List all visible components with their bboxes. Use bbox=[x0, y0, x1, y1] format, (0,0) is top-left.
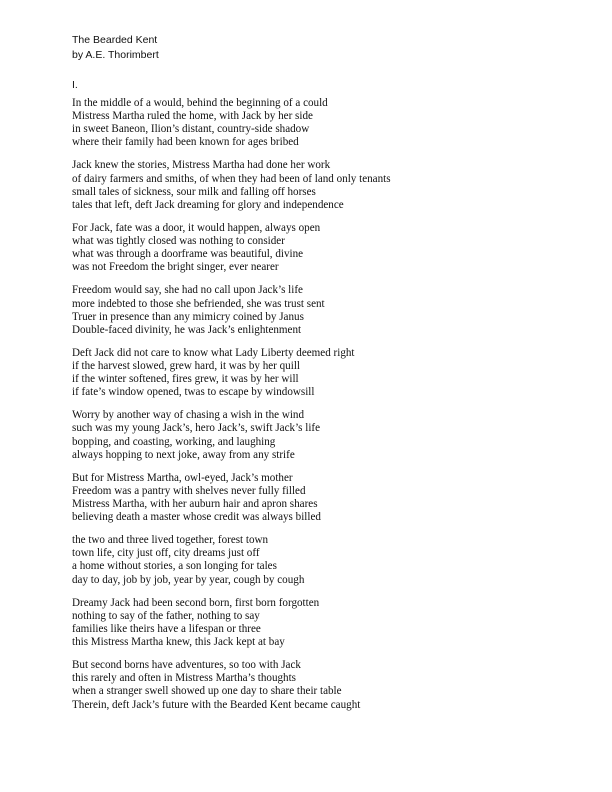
poem-line: small tales of sickness, sour milk and falling off horses bbox=[72, 185, 316, 198]
poem-line: Worry by another way of chasing a wish in the wind bbox=[72, 409, 305, 422]
poem-line: Freedom was a pantry with shelves never fully filled bbox=[72, 484, 306, 497]
poem-line: bopping, and coasting, working, and laughing bbox=[72, 435, 276, 448]
poem-line: always hopping to next joke, away from any strife bbox=[72, 448, 295, 461]
stanza-4 bbox=[72, 284, 552, 336]
document-header bbox=[72, 33, 159, 63]
poem-line: more indebted to those she befriended, she was trust sent bbox=[72, 297, 325, 310]
stanza-9 bbox=[72, 597, 552, 649]
poem-line: Truer in presence than any mimicry coined by Janus bbox=[72, 310, 304, 323]
section-number: I. bbox=[72, 79, 78, 91]
poem-line: in sweet Baneon, Ilion’s distant, country-side shadow bbox=[72, 123, 310, 136]
stanza-8 bbox=[72, 534, 552, 586]
poem-line: a home without stories, a son longing for tales bbox=[72, 560, 277, 573]
stanza-6 bbox=[72, 409, 552, 461]
stanza-5 bbox=[72, 347, 552, 399]
poem-line: Mistress Martha, with her auburn hair and apron shares bbox=[72, 498, 318, 510]
poem-line: families like theirs have a lifespan or three bbox=[72, 622, 261, 635]
document-title: The Bearded Kent bbox=[72, 34, 158, 46]
poem-line: what was through a doorframe was beautiful, divine bbox=[72, 248, 304, 261]
poem-line: this rarely and often in Mistress Martha’s thoughts bbox=[72, 672, 296, 685]
poem-line: town life, city just off, city dreams just off bbox=[72, 547, 260, 560]
poem-line: day to day, job by job, year by year, cough by cough bbox=[72, 573, 305, 586]
poem-line: if the harvest slowed, grew hard, it was by her quill bbox=[72, 359, 300, 372]
stanza-2 bbox=[72, 159, 552, 211]
poem-line: what was tightly closed was nothing to consider bbox=[72, 235, 285, 248]
poem-line: this Mistress Martha knew, this Jack kept at bay bbox=[72, 636, 285, 649]
poem-line: In the middle of a would, behind the beginning of a could bbox=[72, 97, 328, 109]
stanza-10 bbox=[72, 659, 552, 711]
poem-line: But second borns have adventures, so too with Jack bbox=[72, 659, 301, 672]
poem-line: Dreamy Jack had been second born, first born forgotten bbox=[72, 596, 320, 609]
poem-line: where their family had been known for ages bribed bbox=[72, 136, 299, 149]
poem-body bbox=[72, 97, 552, 722]
poem-line: tales that left, deft Jack dreaming for glory and independence bbox=[72, 198, 344, 211]
poem-line: of dairy farmers and smiths, of when they had been of land only tenants bbox=[72, 172, 391, 185]
poem-line: Double-faced divinity, he was Jack’s enlightenment bbox=[72, 323, 302, 336]
poem-line: Therein, deft Jack’s future with the Bearded Kent became caught bbox=[72, 698, 361, 711]
poem-line: the two and three lived together, forest town bbox=[72, 534, 269, 547]
document-byline: by A.E. Thorimbert bbox=[72, 49, 159, 61]
poem-line: Jack knew the stories, Mistress Martha had done her work bbox=[72, 159, 331, 172]
poem-line: Deft Jack did not care to know what Lady Liberty deemed right bbox=[72, 346, 355, 359]
poem-line: if fate’s window opened, twas to escape by windowsill bbox=[72, 386, 315, 399]
poem-line: believing death a master whose credit was always billed bbox=[72, 511, 321, 524]
poem-line: But for Mistress Martha, owl-eyed, Jack’s mother bbox=[72, 471, 293, 484]
poem-line: was not Freedom the bright singer, ever nearer bbox=[72, 261, 279, 274]
poem-line: For Jack, fate was a door, it would happen, always open bbox=[72, 221, 321, 234]
poem-line: Mistress Martha ruled the home, with Jack by her side bbox=[72, 110, 313, 123]
stanza-3 bbox=[72, 222, 552, 274]
stanza-7 bbox=[72, 472, 552, 524]
stanza-1 bbox=[72, 97, 552, 149]
poem-line: when a stranger swell showed up one day to share their table bbox=[72, 685, 342, 698]
poem-line: if the winter softened, fires grew, it was by her will bbox=[72, 373, 299, 386]
poem-line: nothing to say of the father, nothing to say bbox=[72, 609, 260, 622]
poem-line: such was my young Jack’s, hero Jack’s, swift Jack’s life bbox=[72, 422, 321, 435]
poem-line: Freedom would say, she had no call upon Jack’s life bbox=[72, 284, 303, 297]
